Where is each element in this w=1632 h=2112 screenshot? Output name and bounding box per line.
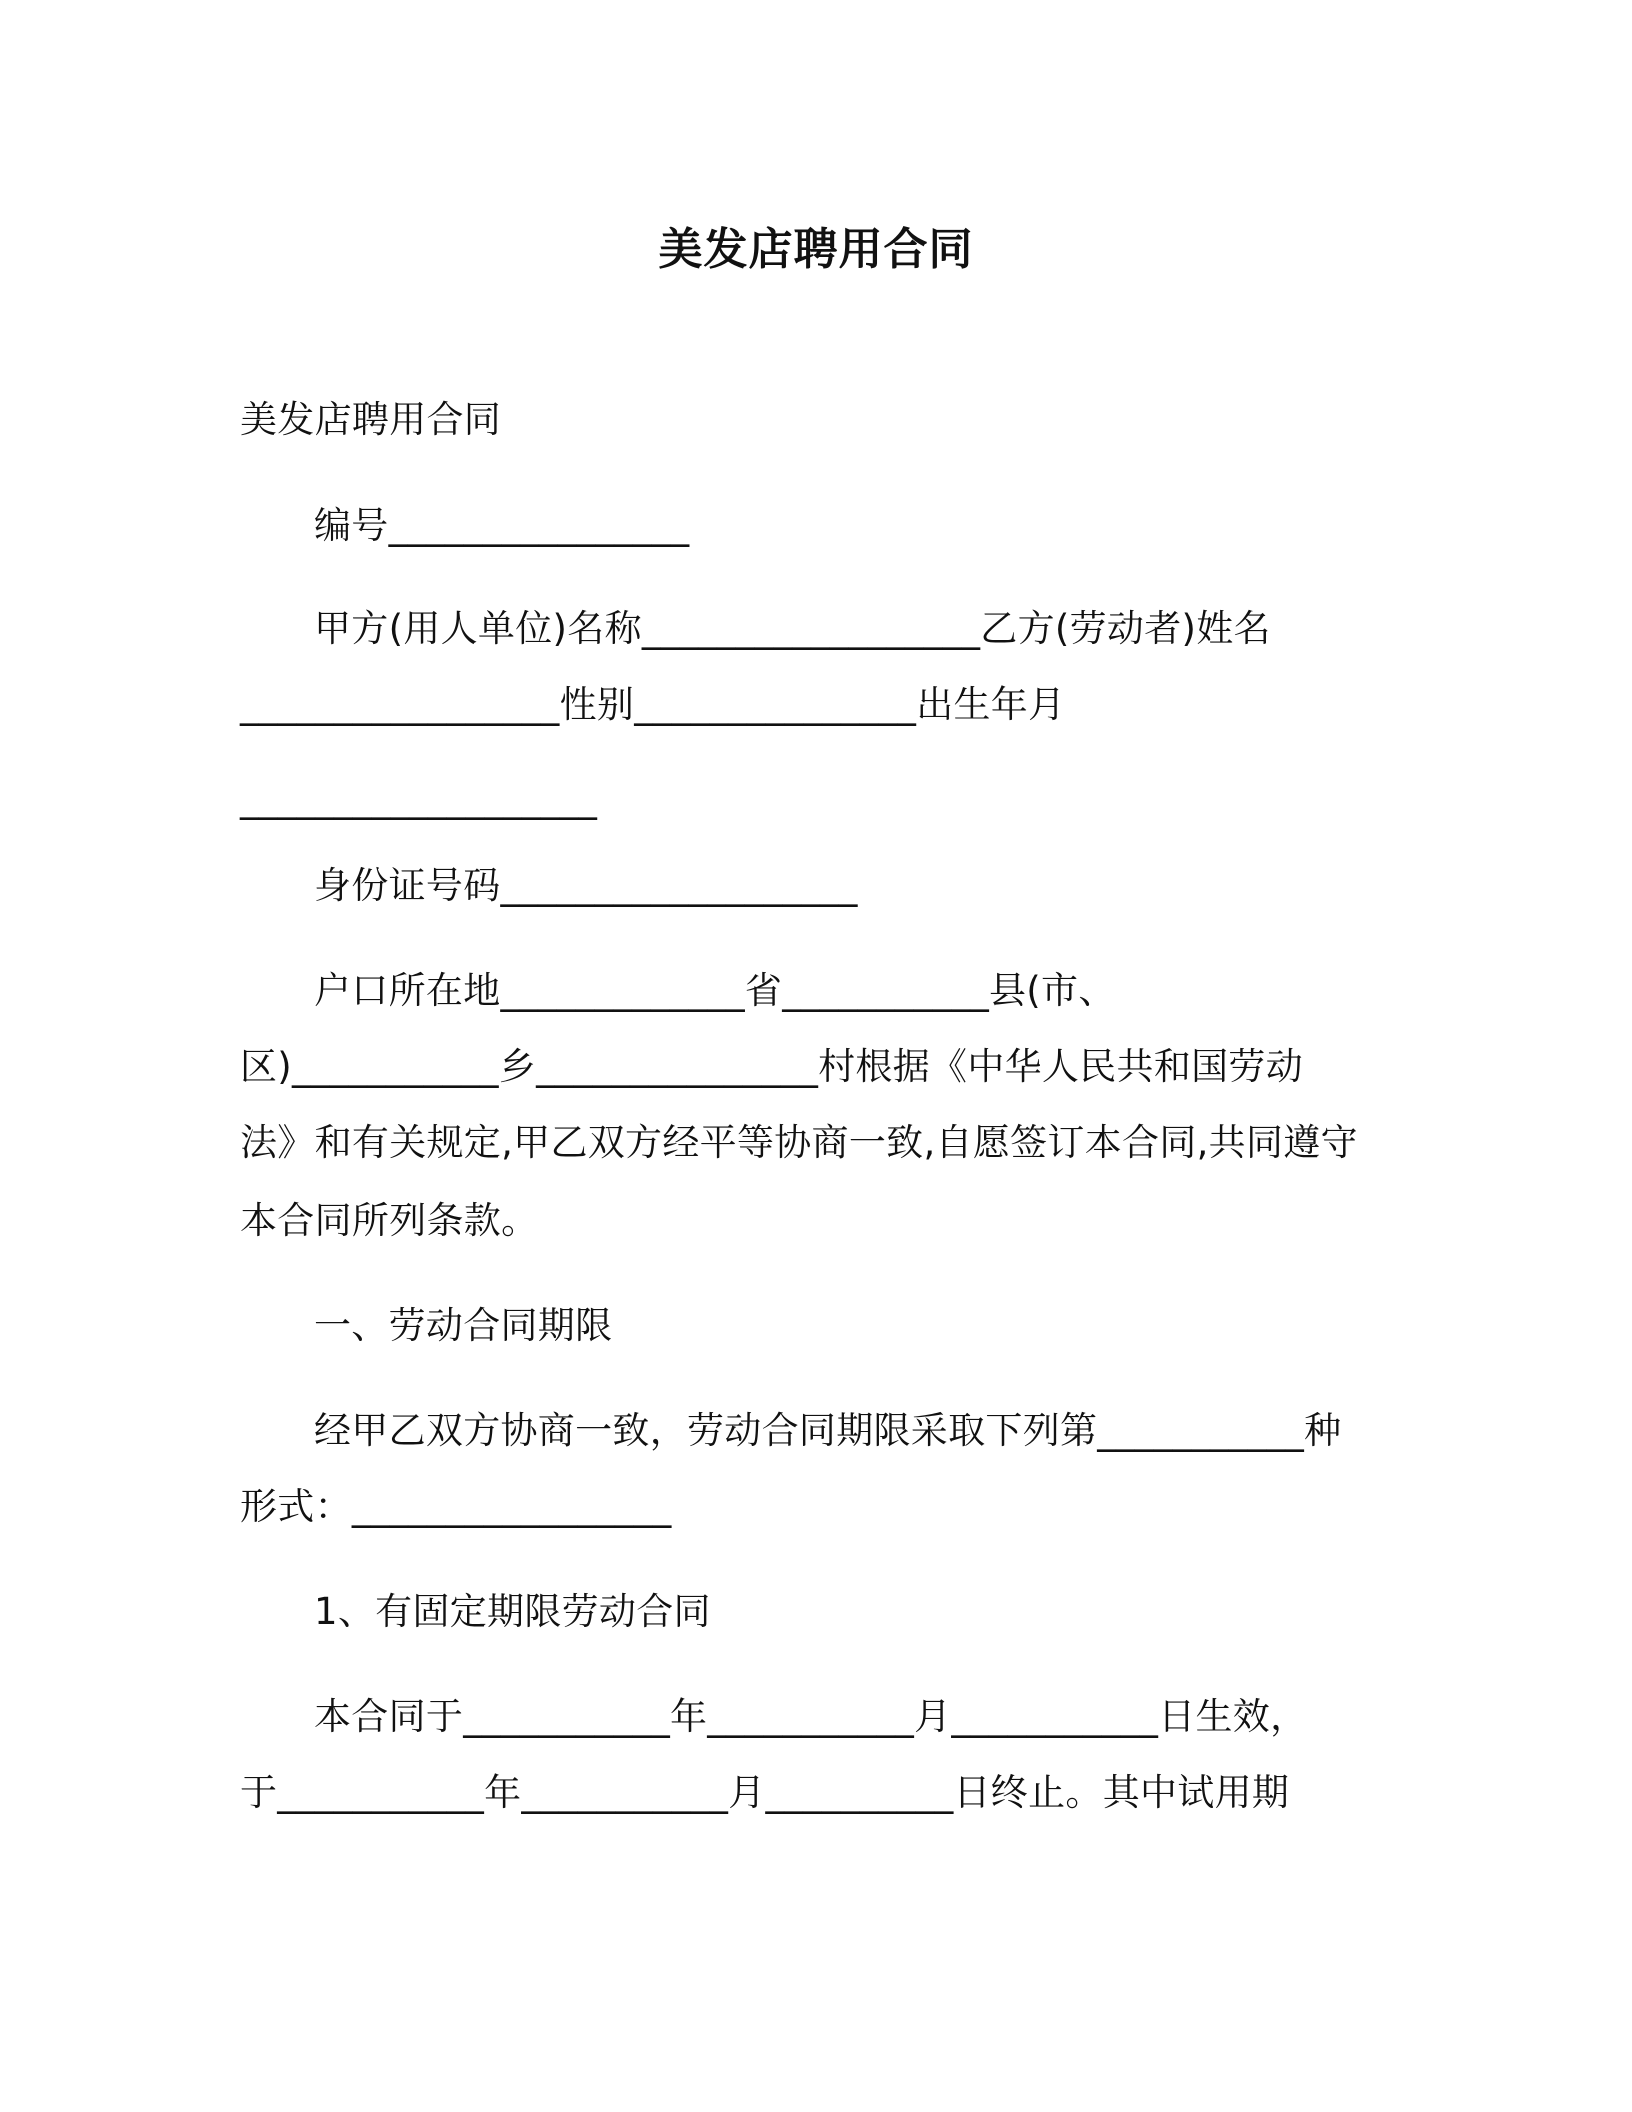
document-title: 美发店聘用合同 [658,224,974,275]
legal-basis-line: 法》和有关规定,甲乙双方经平等协商一致,自愿签订本合同,共同遵守 [240,1121,1358,1164]
residence-line: 户口所在地_____________省___________县(市、 [314,969,1116,1012]
contract-term-line: 经甲乙双方协商一致，劳动合同期限采取下列第___________种 [314,1409,1342,1452]
terms-line: 本合同所列条款。 [240,1199,539,1242]
gender-birth-line: _________________性别_______________出生年月 [240,683,1066,726]
effective-date-line: 本合同于___________年___________月___________日生效， [314,1695,1308,1738]
contract-heading: 美发店聘用合同 [240,398,502,441]
fixed-term-heading: 1、有固定期限劳动合同 [314,1590,711,1633]
section-one-heading: 一、劳动合同期限 [314,1304,613,1347]
termination-date-line: 于___________年___________月__________日终止。其中试用期 [240,1771,1290,1814]
residence-continued-line: 区)___________乡_______________村根据《中华人民共和国劳动 [240,1045,1304,1088]
birth-blank-line: ___________________ [240,777,598,820]
contract-number-line: 编号________________ [314,504,690,547]
id-number-line: 身份证号码___________________ [314,864,858,907]
contract-form-line: 形式：_________________ [240,1485,672,1528]
party-a-line: 甲方(用人单位)名称__________________乙方(劳动者)姓名 [314,607,1271,650]
